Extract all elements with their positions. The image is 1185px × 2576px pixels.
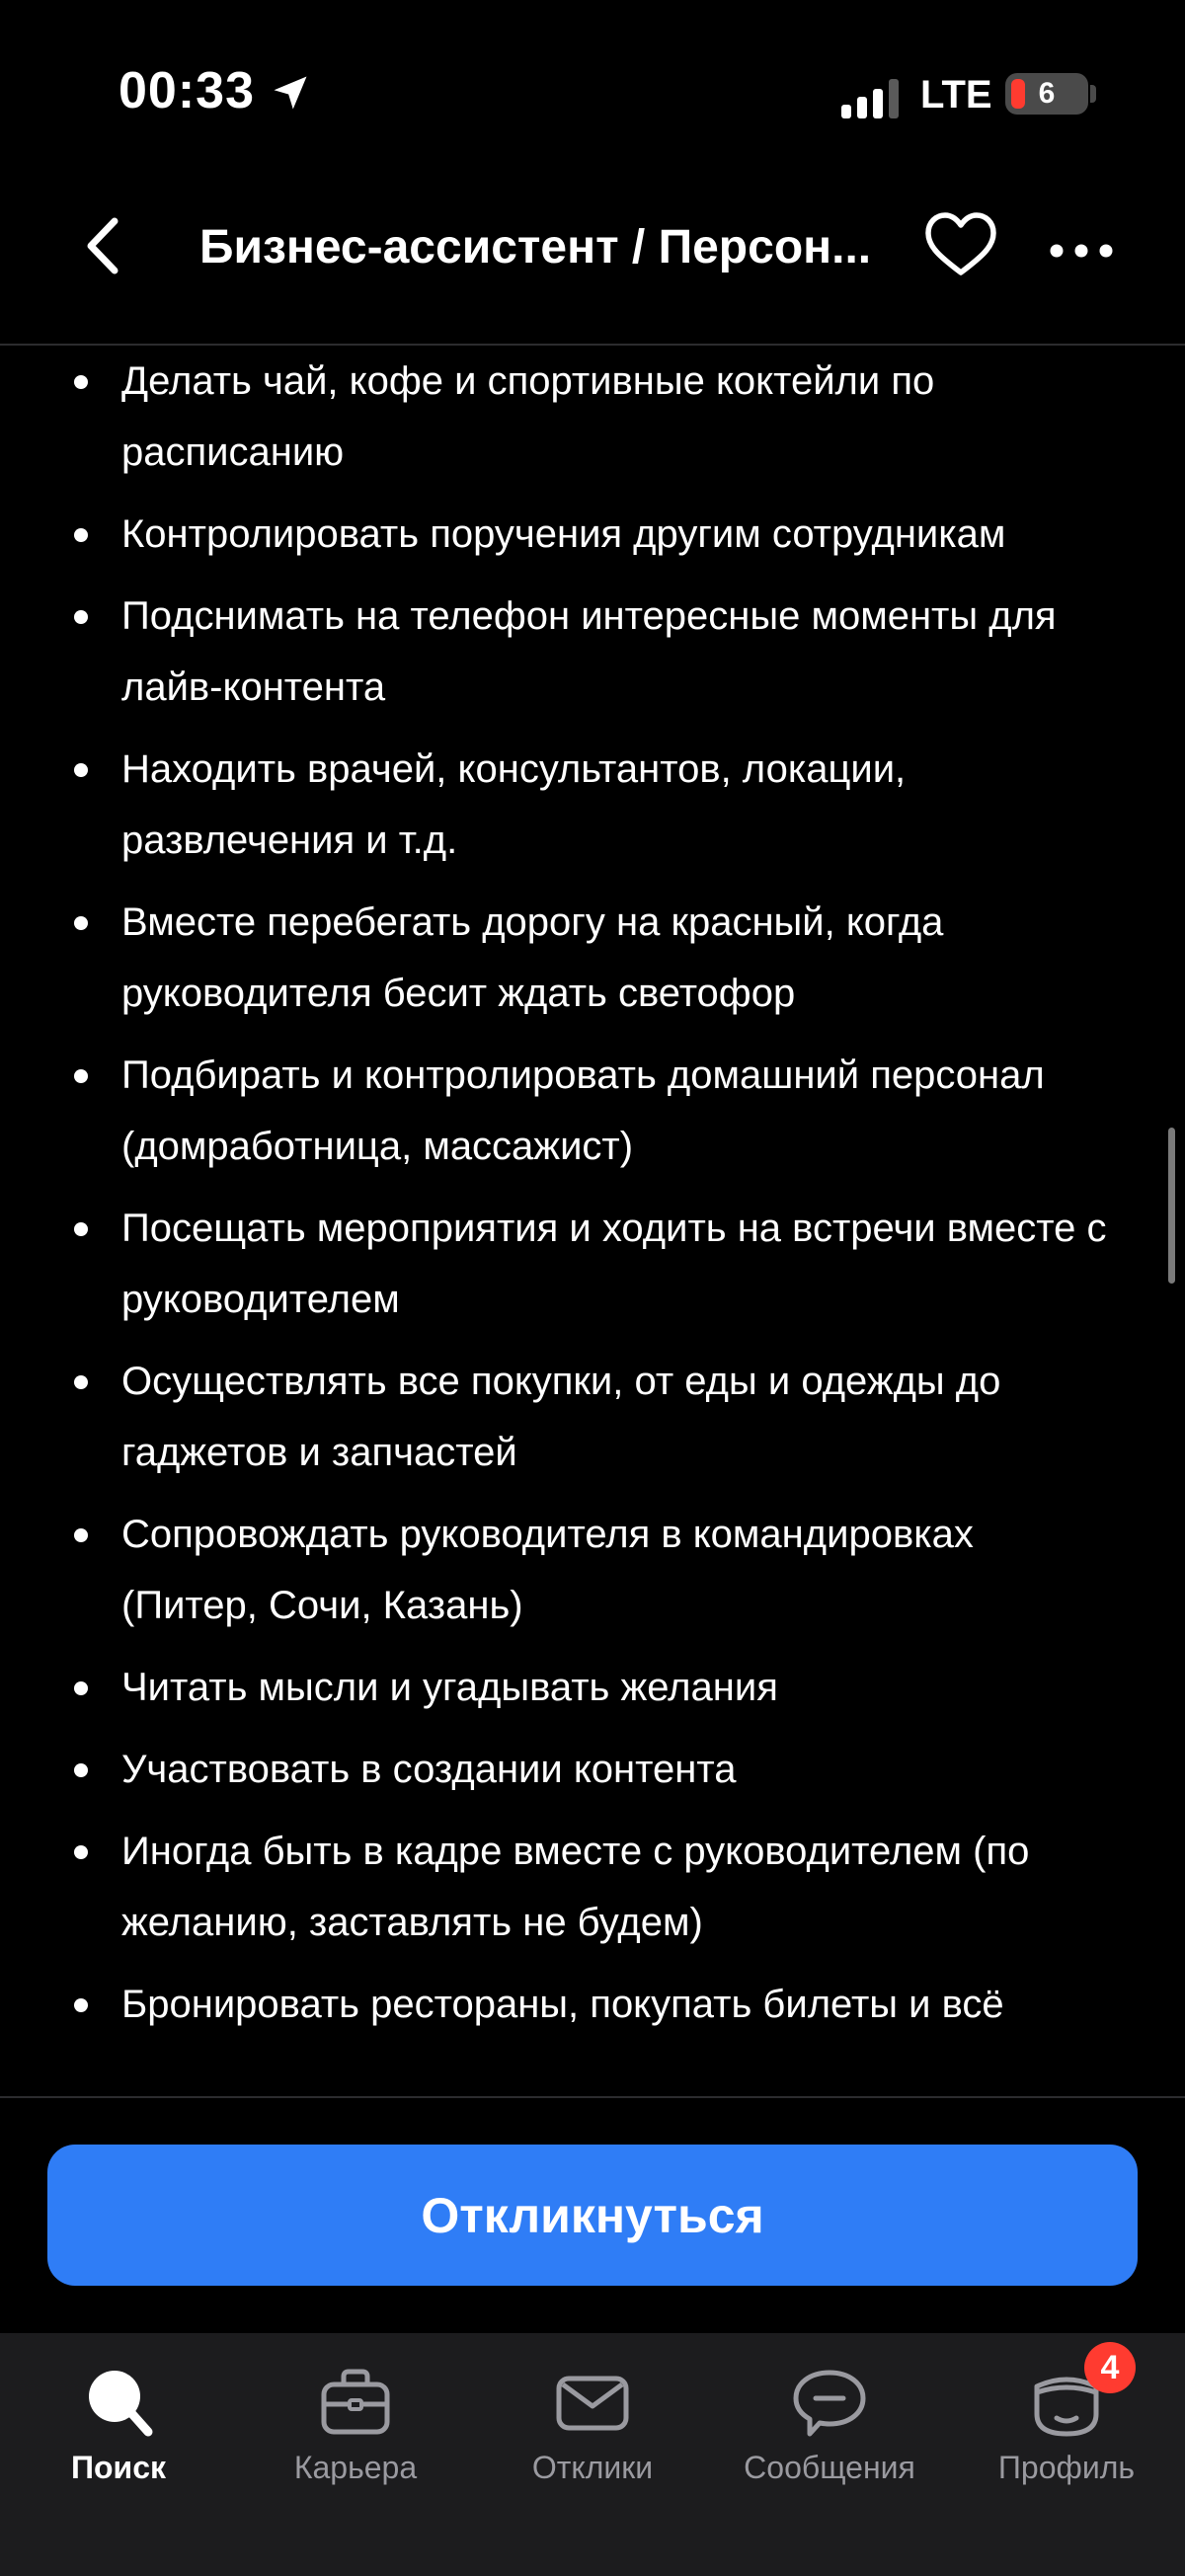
battery-level: 6 <box>1038 77 1056 110</box>
notification-badge: 4 <box>1084 2342 1136 2393</box>
tab-label: Сообщения <box>744 2450 915 2485</box>
briefcase-icon <box>316 2363 395 2442</box>
list-item: Сопровождать руководителя в командировках (Питер, Сочи, Казань) <box>0 1499 1185 1641</box>
more-icon[interactable] <box>1047 207 1116 284</box>
tab-label: Профиль <box>997 2450 1136 2485</box>
tab-bar <box>0 2333 1185 2576</box>
tab-responses[interactable] <box>474 2333 711 2531</box>
list-item: Читать мысли и угадывать желания <box>0 1652 1185 1723</box>
list-item: Иногда быть в кадре вместе с руководителем (по желанию, заставлять не будем) <box>0 1816 1185 1958</box>
scrollbar[interactable] <box>1168 1128 1175 1284</box>
list-item: Вместе перебегать дорогу на красный, когда руководителя бесит ждать светофор <box>0 887 1185 1029</box>
tab-search[interactable] <box>0 2333 237 2531</box>
list-item: Участвовать в создании контента <box>0 1734 1185 1805</box>
search-icon <box>79 2363 158 2442</box>
tab-messages[interactable] <box>711 2333 948 2531</box>
battery-icon <box>1005 73 1088 115</box>
list-item: Делать чай, кофе и спортивные коктейли по расписанию <box>0 346 1185 488</box>
list-item: Посещать мероприятия и ходить на встречи вместе с руководителем <box>0 1193 1185 1335</box>
tab-label: Карьера <box>293 2450 418 2485</box>
list-item: Подснимать на телефон интересные моменты для лайв-контента <box>0 581 1185 723</box>
chat-icon <box>790 2363 869 2442</box>
signal-icon <box>841 79 901 118</box>
status-bar <box>0 0 1185 188</box>
list-item: Находить врачей, консультантов, локации, развлечения и т.д. <box>0 734 1185 876</box>
envelope-icon <box>553 2363 632 2442</box>
status-time: 00:33 <box>118 62 255 119</box>
respond-button[interactable]: Откликнуться <box>47 2145 1138 2286</box>
duties-list <box>0 346 1185 2051</box>
header <box>0 188 1185 346</box>
page-title: Бизнес-ассистент / Персон... <box>199 221 872 273</box>
tab-profile[interactable] <box>948 2333 1185 2531</box>
battery-nub <box>1090 85 1096 103</box>
network-label: LTE <box>920 73 992 117</box>
location-arrow-icon <box>269 71 312 115</box>
list-item: Подбирать и контролировать домашний персонал (домработница, массажист) <box>0 1040 1185 1182</box>
tab-career[interactable] <box>237 2333 474 2531</box>
list-item: Бронировать рестораны, покупать билеты и всё <box>0 1969 1185 2040</box>
cta-area <box>0 2096 1185 2335</box>
chevron-left-icon[interactable] <box>69 201 138 290</box>
tab-label: Поиск <box>70 2450 167 2485</box>
tab-label: Отклики <box>531 2450 654 2485</box>
vacancy-description[interactable] <box>0 346 1185 2096</box>
list-item: Контролировать поручения другим сотрудникам <box>0 499 1185 570</box>
heart-icon[interactable] <box>922 207 999 284</box>
list-item: Осуществлять все покупки, от еды и одежды до гаджетов и запчастей <box>0 1346 1185 1488</box>
